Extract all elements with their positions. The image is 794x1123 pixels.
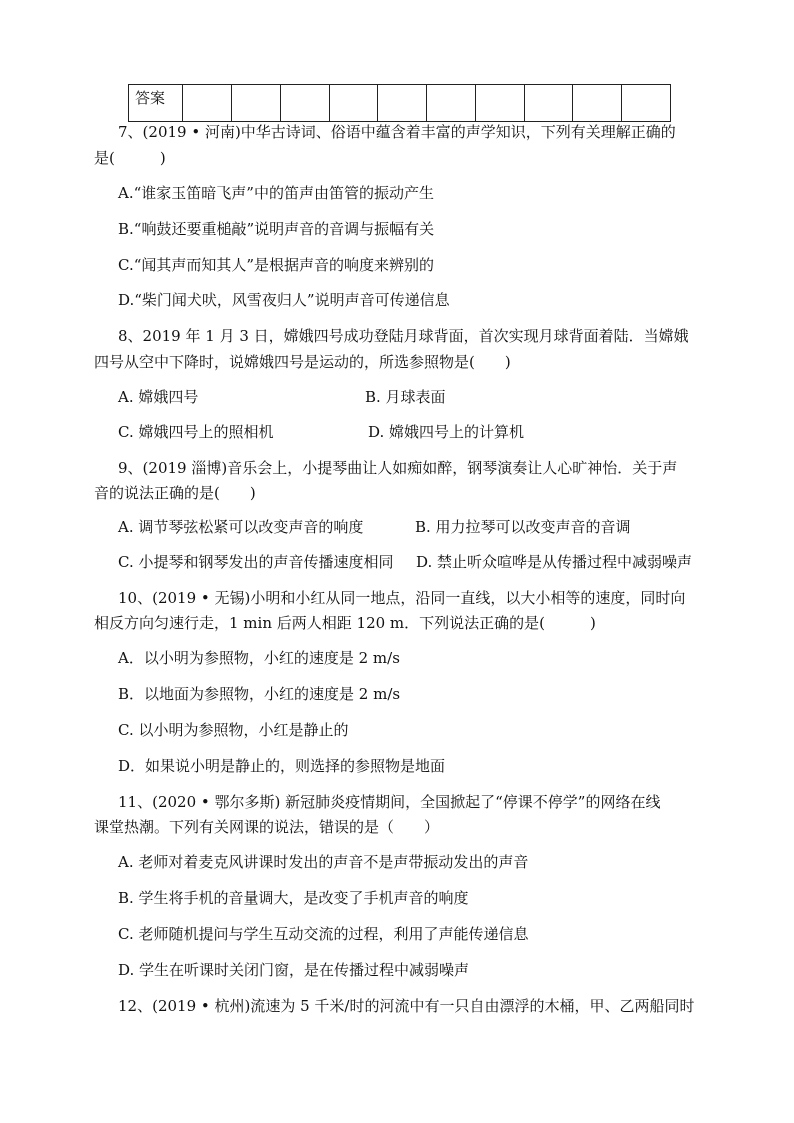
answer-label: 答案 bbox=[129, 85, 183, 122]
q11-option-a: A. 老师对着麦克风讲课时发出的声音不是声带振动发出的声音 bbox=[118, 853, 529, 871]
q11-option-b: B. 学生将手机的音量调大，是改变了手机声音的响度 bbox=[118, 889, 469, 907]
answer-cell[interactable] bbox=[573, 85, 622, 122]
q8-option-a: A. 嫦娥四号 bbox=[118, 388, 199, 406]
answer-table-row bbox=[129, 85, 671, 122]
q7-stem-line2: 是( ) bbox=[94, 149, 166, 167]
answer-cell[interactable] bbox=[427, 85, 476, 122]
answer-cell[interactable] bbox=[231, 85, 280, 122]
q11-stem-line1: 11、(2020 • 鄂尔多斯) 新冠肺炎疫情期间，全国掀起了“停课不停学”的网络在线 bbox=[118, 793, 661, 811]
q8-option-d: D. 嫦娥四号上的计算机 bbox=[368, 423, 525, 441]
q7-option-c: C.“闻其声而知其人”是根据声音的响度来辨别的 bbox=[118, 256, 435, 274]
q8-stem-line1: 8、2019 年 1 月 3 日，嫦娥四号成功登陆月球背面，首次实现月球背面着陆．当嫦娥 bbox=[118, 327, 689, 345]
answer-cell[interactable] bbox=[475, 85, 524, 122]
q11-option-c: C. 老师随机提问与学生互动交流的过程，利用了声能传递信息 bbox=[118, 925, 529, 943]
answer-cell[interactable] bbox=[183, 85, 232, 122]
answer-table bbox=[128, 84, 671, 122]
q7-option-a: A.“谁家玉笛暗飞声”中的笛声由笛管的振动产生 bbox=[118, 184, 434, 202]
answer-cell[interactable] bbox=[622, 85, 671, 122]
q8-option-b: B. 月球表面 bbox=[365, 388, 446, 406]
answer-cell[interactable] bbox=[524, 85, 573, 122]
q12-stem-line1: 12、(2019 • 杭州)流速为 5 千米/时的河流中有一只自由漂浮的木桶，甲、乙两船同时 bbox=[118, 997, 695, 1015]
q10-option-d: D．如果说小明是静止的，则选择的参照物是地面 bbox=[118, 757, 446, 775]
q11-stem-line2: 课堂热潮。下列有关网课的说法，错误的是（ ） bbox=[94, 818, 440, 836]
q10-stem-line1: 10、(2019 • 无锡)小明和小红从同一地点，沿同一直线，以大小相等的速度，同时向 bbox=[118, 589, 686, 607]
q9-option-b: B. 用力拉琴可以改变声音的音调 bbox=[415, 518, 631, 536]
answer-cell[interactable] bbox=[378, 85, 427, 122]
q9-option-a: A. 调节琴弦松紧可以改变声音的响度 bbox=[118, 518, 364, 536]
q9-stem-line2: 音的说法正确的是( ) bbox=[94, 484, 256, 502]
q10-option-b: B．以地面为参照物，小红的速度是 2 m/s bbox=[118, 685, 401, 703]
q7-option-d: D.“柴门闻犬吠，风雪夜归人”说明声音可传递信息 bbox=[118, 291, 450, 309]
q10-option-a: A．以小明为参照物，小红的速度是 2 m/s bbox=[118, 649, 400, 667]
q7-option-b: B.“响鼓还要重槌敲”说明声音的音调与振幅有关 bbox=[118, 220, 435, 238]
q9-option-c: C. 小提琴和钢琴发出的声音传播速度相同 bbox=[118, 553, 394, 571]
answer-cell[interactable] bbox=[280, 85, 329, 122]
q11-option-d: D. 学生在听课时关闭门窗，是在传播过程中减弱噪声 bbox=[118, 961, 470, 979]
answer-cell[interactable] bbox=[329, 85, 378, 122]
q10-stem-line2: 相反方向匀速行走，1 min 后两人相距 120 m．下列说法正确的是( ) bbox=[94, 614, 596, 632]
q9-stem-line1: 9、(2019 淄博)音乐会上，小提琴曲让人如痴如醉，钢琴演奏让人心旷神怡．关于声 bbox=[118, 459, 678, 477]
q9-option-d: D. 禁止听众喧哗是从传播过程中减弱噪声 bbox=[416, 553, 693, 571]
q8-stem-line2: 四号从空中下降时，说嫦娥四号是运动的，所选参照物是( ) bbox=[94, 353, 511, 371]
q8-option-c: C. 嫦娥四号上的照相机 bbox=[118, 423, 274, 441]
q10-option-c: C. 以小明为参照物，小红是静止的 bbox=[118, 721, 349, 739]
q7-stem-line1: 7、(2019 • 河南)中华古诗词、俗语中蕴含着丰富的声学知识，下列有关理解正确的 bbox=[118, 123, 676, 141]
